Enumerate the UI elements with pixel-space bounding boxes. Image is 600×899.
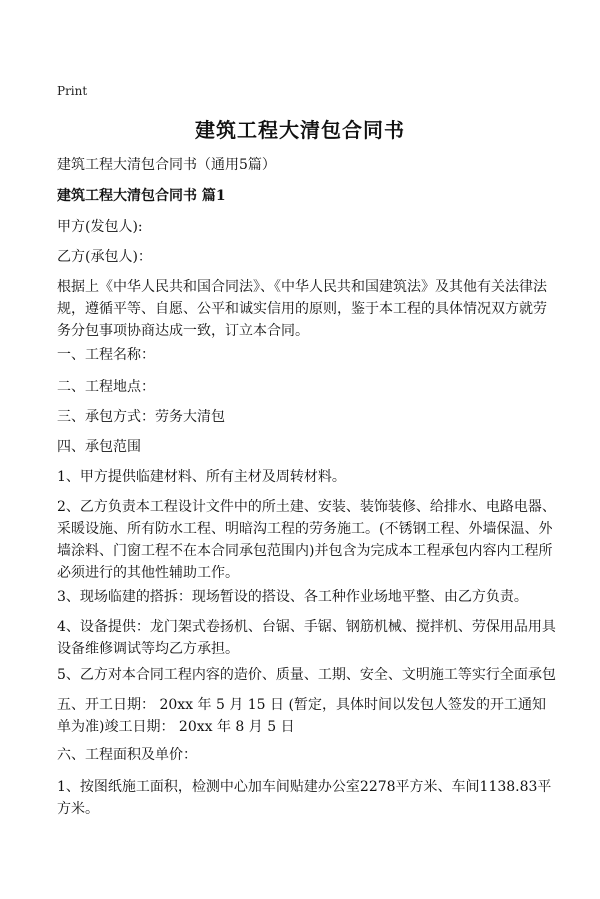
scope-item-4: 4、设备提供：龙门架式卷扬机、台锯、手锯、钢筋机械、搅拌机、劳保用品用具设备维修调试等均乙方承担。 [57,619,556,657]
area-item-1: 1、按图纸施工面积，检测中心加车间贴建办公室2278平方米、车间1138.83平方米。 [57,779,552,817]
party-b-line: 乙方(承包人)： [57,249,152,265]
clause-project-name: 一、工程名称： [57,347,155,363]
clause-contract-mode: 三、承包方式：劳务大清包 [57,409,225,425]
scope-item-1: 1、甲方提供临建材料、所有主材及周转材料。 [57,469,346,485]
clause-schedule: 五、开工日期： 20xx 年 5 月 15 日 (暂定，具体时间以发包人签发的开工通知单为准)竣工日期： 20xx 年 8 月 5 日 [57,697,546,735]
clause-scope-heading: 四、承包范围 [57,439,141,455]
scope-item-3: 3、现场临建的搭拆：现场暂设的搭设、各工种作业场地平整、由乙方负责。 [57,589,528,605]
section-heading: 建筑工程大清包合同书 篇1 [57,188,226,204]
document-subtitle: 建筑工程大清包合同书（通用5篇） [57,157,276,173]
document-title: 建筑工程大清包合同书 [195,118,405,142]
party-a-line: 甲方(发包人): [57,219,143,235]
print-label[interactable]: Print [57,84,88,98]
scope-item-2: 2、乙方负责本工程设计文件中的所土建、安装、装饰装修、给排水、电路电器、采暖设施、所有防水工程、明暗沟工程的劳务施工。(不锈钢工程、外墙保温、外墙涂料、门窗工程不在本合同承包范围内)并包含为完成本工程承包内容内工程所必须进行的其他性辅助工作。 [57,499,556,581]
scope-item-5: 5、乙方对本合同工程内容的造价、质量、工期、安全、文明施工等实行全面承包 [57,667,556,683]
preamble-paragraph: 根据上《中华人民共和国合同法》、《中华人民共和国建筑法》及其他有关法律法规，遵循平等、自愿、公平和诚实信用的原则，鉴于本工程的具体情况双方就劳务分包事项协商达成一致，订立本合同。 [57,279,547,339]
clause-project-location: 二、工程地点： [57,379,155,395]
clause-area-price-heading: 六、工程面积及单价： [57,747,197,763]
